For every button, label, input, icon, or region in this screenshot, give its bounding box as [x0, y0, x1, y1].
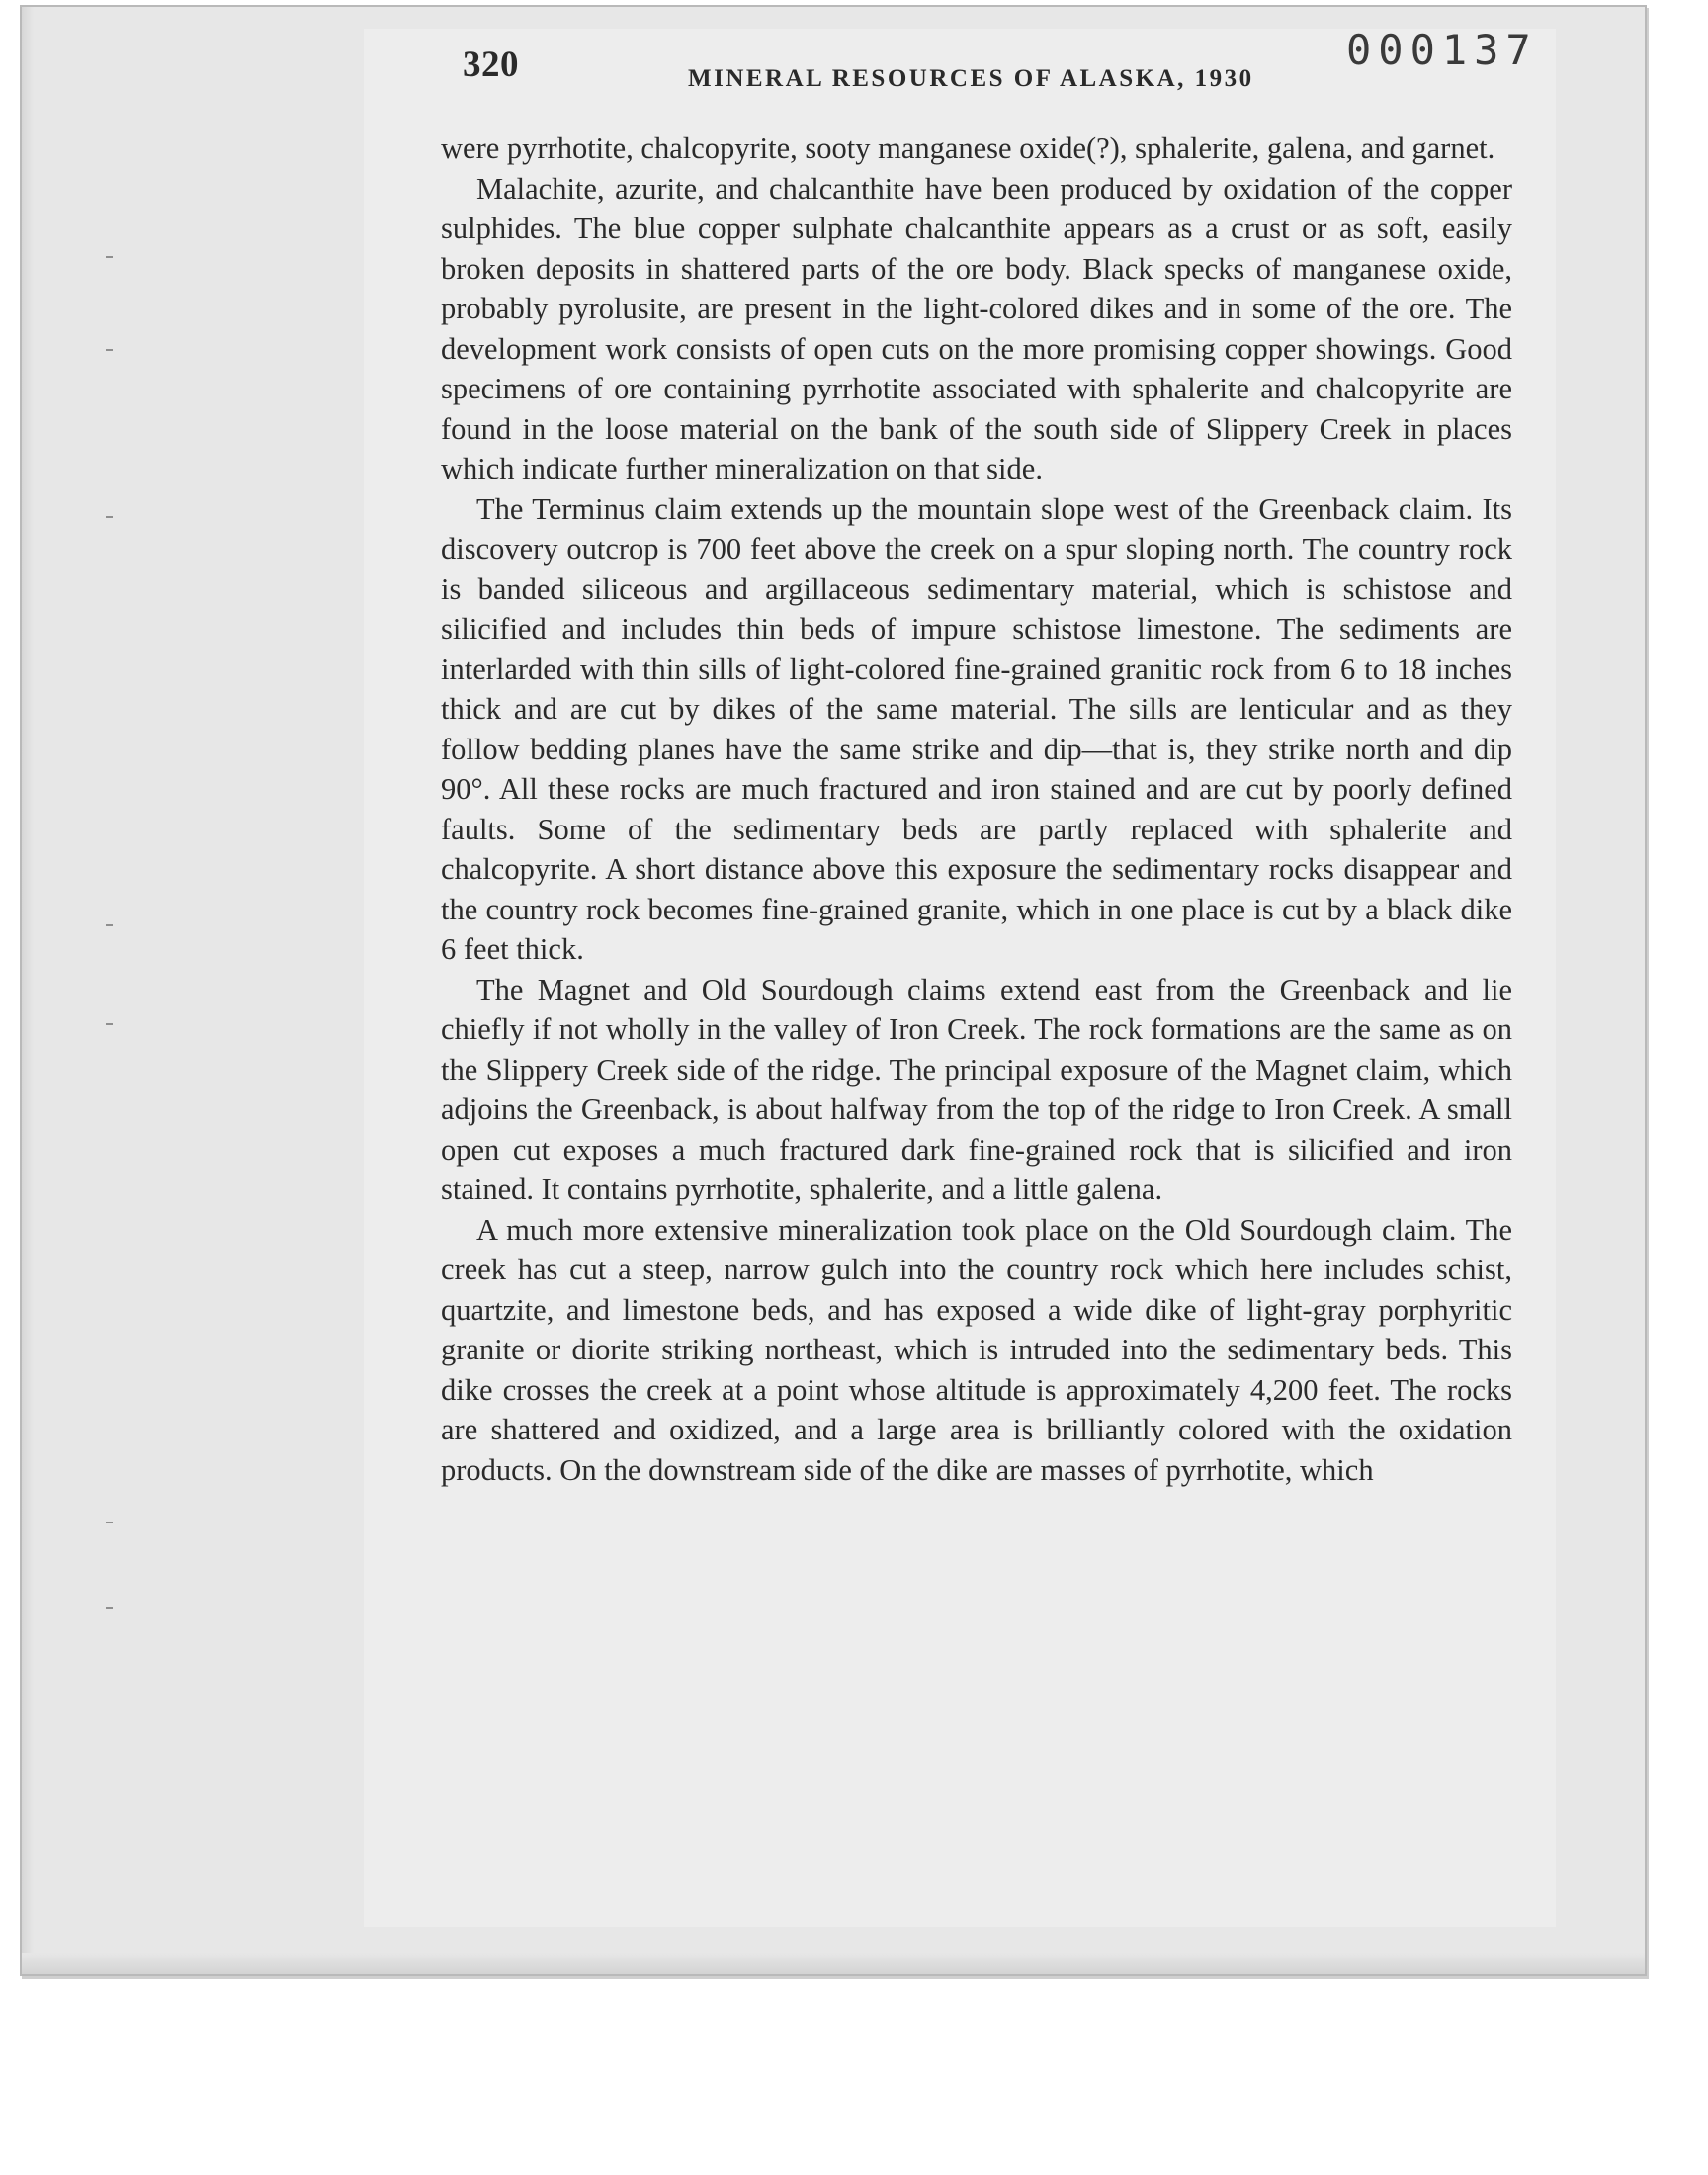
document-page: [441, 26, 1538, 1490]
scan-bottom-edge: [22, 1953, 1645, 1974]
paragraph-terminus-claim: The Terminus claim extends up the mountain slope west of the Greenback claim. Its discovery outcrop is 700 feet above the creek on a spur sloping north. The country rock is banded siliceous and argillaceous sedimentary material, which is schistose and silicified and includes thin beds of impure schistose limestone. The sediments are interlarded with thin sills of light-colored fine-grained granitic rock from 6 to 18 inches thick and are cut by dikes of the same material. The sills are lenticular and as they follow bedding planes have the same strike and dip—that is, they strike north and dip 90°. All these rocks are much fractured and iron stained and are cut by poorly defined faults. Some of the sedimentary beds are partly replaced with sphalerite and chalcopyrite. A short distance above this exposure the sedimentary rocks disappear and the country rock becomes fine-grained granite, which in one place is cut by a black dike 6 feet thick.: [441, 491, 1512, 966]
paragraph-oxidation: Malachite, azurite, and chalcanthite have been produced by oxidation of the copper sulphides. The blue copper sulphate chalcanthite appears as a crust or as soft, easily broken deposits in shattered parts of the ore body. Black specks of manganese oxide, probably pyrolusite, are present in the light-colored dikes and in some of the ore. The development work consists of open cuts on the more promising copper showings. Good specimens of ore containing pyrrhotite associated with sphalerite and chalcopyrite are found in the loose material on the bank of the south side of Slippery Creek in places which indicate further mineralization on that side.: [441, 171, 1512, 485]
margin-mark: [106, 256, 113, 258]
margin-mark: [106, 516, 113, 518]
margin-mark: [106, 1023, 113, 1025]
archive-stamp: 000137: [1346, 26, 1538, 74]
paragraph-old-sourdough: A much more extensive mineralization took place on the Old Sourdough claim. The creek has cut a steep, narrow gulch into the country rock which here includes schist, quartzite, and limestone beds, and has exposed a wide dike of light-gray porphyritic granite or diorite striking northeast, which is intruded into the sedimentary beds. This dike crosses the creek at a point whose altitude is approximately 4,200 feet. The rocks are shattered and oxidized, and a large area is brilliantly colored with the oxidation products. On the downstream side of the dike are masses of pyrrhotite, which: [441, 1212, 1512, 1487]
page-number: 320: [463, 44, 519, 85]
body-text: [441, 129, 1512, 1490]
margin-mark: [106, 1607, 113, 1609]
scan-left-edge: [22, 7, 34, 1974]
margin-mark: [106, 349, 113, 351]
running-header: [441, 26, 1538, 107]
running-title: MINERAL RESOURCES OF ALASKA, 1930: [688, 65, 1254, 92]
margin-mark: [106, 1522, 113, 1523]
margin-mark: [106, 924, 113, 926]
paragraph-magnet-claims: The Magnet and Old Sourdough claims extend east from the Greenback and lie chiefly if not wholly in the valley of Iron Creek. The rock formations are the same as on the Slippery Creek side of the ridge. The principal exposure of the Magnet claim, which adjoins the Greenback, is about halfway from the top of the ridge to Iron Creek. A small open cut exposes a much fractured dark fine-grained rock that is silicified and iron stained. It contains pyrrhotite, sphalerite, and a little galena.: [441, 972, 1512, 1206]
paragraph-continued: were pyrrhotite, chalcopyrite, sooty manganese oxide(?), sphalerite, galena, and garnet.: [441, 131, 1495, 165]
